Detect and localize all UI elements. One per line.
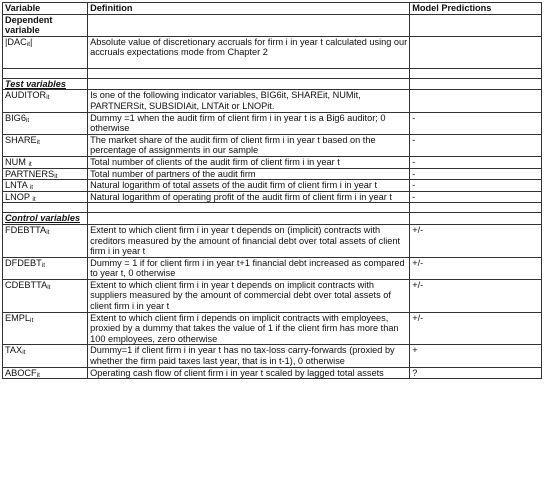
variable-cell: $EMPL_{it}$ (3, 312, 88, 345)
variable-definitions-page (2, 2, 542, 379)
prediction-cell: +/- (410, 257, 542, 279)
prediction-cell: +/- (410, 312, 542, 345)
prediction-cell (410, 90, 542, 112)
definition-cell: Extent to which client firm i in year t depends on (implicit) contracts with creditors measured by the amount of financial debt over total assets of client firm i in year t (88, 224, 410, 257)
header-definition: Definition (88, 3, 410, 15)
prediction-cell: - (410, 112, 542, 134)
table-row (3, 257, 542, 279)
variable-cell: LNTA $_{it}$ (3, 180, 88, 192)
variable-cell: LNOP $_{it}$ (3, 191, 88, 203)
dependent-section-label: Dependent variable (3, 14, 88, 36)
table-row (3, 224, 542, 257)
definition-cell: Operating cash flow of client firm i in year t scaled by lagged total assets (88, 367, 410, 379)
header-row (3, 3, 542, 15)
dependent-section-row (3, 14, 542, 36)
test-section-label: Test variables (3, 78, 88, 90)
table-row (3, 279, 542, 312)
table-row (3, 168, 542, 180)
variable-cell: $TAX_{it}$ (3, 345, 88, 367)
definition-cell: Dummy = 1 if for client firm i in year t+1 financial debt increased as compared to year t, 0 otherwise (88, 257, 410, 279)
table-row (3, 156, 542, 168)
definition-cell: Dummy=1 if client firm i in year t has no tax-loss carry-forwards (proxied by whether the firm paid taxes last year, that is in t-1), 0 otherwise (88, 345, 410, 367)
table-row (3, 312, 542, 345)
variable-cell: $AUDITOR_{it}$ (3, 90, 88, 112)
table-row (3, 134, 542, 156)
definition-cell: Is one of the following indicator variables, BIG6it, SHAREit, NUMit, PARTNERSit, SUBSIDIAit, LNTAit or LNOPit. (88, 90, 410, 112)
table-body (3, 3, 542, 379)
table-row (3, 90, 542, 112)
control-section-label: Control variables (3, 213, 88, 225)
variable-definitions-table (2, 2, 542, 379)
definition-cell: Extent to which client firm i in year t depends on implicit contracts with suppliers measured by the amount of commercial debt over total assets of client firm i in year t (88, 279, 410, 312)
table-row (3, 180, 542, 192)
definition-cell: Total number of partners of the audit firm (88, 168, 410, 180)
definition-cell: Total number of clients of the audit firm of client firm i in year t (88, 156, 410, 168)
prediction-cell: - (410, 168, 542, 180)
table-row (3, 36, 542, 68)
prediction-cell: - (410, 134, 542, 156)
prediction-cell: - (410, 191, 542, 203)
prediction-cell: - (410, 180, 542, 192)
test-section-row (3, 78, 542, 90)
spacer-row (3, 203, 542, 213)
prediction-cell (410, 36, 542, 68)
variable-cell: $SHARE_{it}$ (3, 134, 88, 156)
variable-cell: $|DAC_{it}|$ (3, 36, 88, 68)
variable-cell: $BIG6_{it}$ (3, 112, 88, 134)
definition-cell: Natural logarithm of operating profit of the audit firm of client firm i in year t (88, 191, 410, 203)
variable-cell: $PARTNERS_{it}$ (3, 168, 88, 180)
spacer-row (3, 68, 542, 78)
variable-cell: NUM $_{it}$ (3, 156, 88, 168)
definition-cell: Natural logarithm of total assets of the audit firm of client firm i in year t (88, 180, 410, 192)
prediction-cell: - (410, 156, 542, 168)
header-variable: Variable (3, 3, 88, 15)
prediction-cell: +/- (410, 224, 542, 257)
control-section-row (3, 213, 542, 225)
prediction-cell: + (410, 345, 542, 367)
table-row (3, 345, 542, 367)
definition-cell: Extent to which client firm i depends on implicit contracts with employees, proxied by a dummy that takes the value of 1 if the client firm has more than 100 employees, zero otherwise (88, 312, 410, 345)
table-row (3, 367, 542, 379)
prediction-cell: ? (410, 367, 542, 379)
prediction-cell: +/- (410, 279, 542, 312)
definition-cell: The market share of the audit firm of client firm i in year t based on the percentage of assignments in our sample (88, 134, 410, 156)
definition-cell: Absolute value of discretionary accruals for firm i in year t calculated using our accruals expectations mode from Chapter 2 (88, 36, 410, 68)
variable-cell: $CDEBTTA_{it}$ (3, 279, 88, 312)
definition-cell: Dummy =1 when the audit firm of client firm i in year t is a Big6 auditor; 0 otherwise (88, 112, 410, 134)
header-predictions: Model Predictions (410, 3, 542, 15)
table-row (3, 191, 542, 203)
variable-cell: $FDEBTTA_{it}$ (3, 224, 88, 257)
variable-cell: $ABOCF_{it}$ (3, 367, 88, 379)
table-row (3, 112, 542, 134)
variable-cell: $DFDEBT_{it}$ (3, 257, 88, 279)
